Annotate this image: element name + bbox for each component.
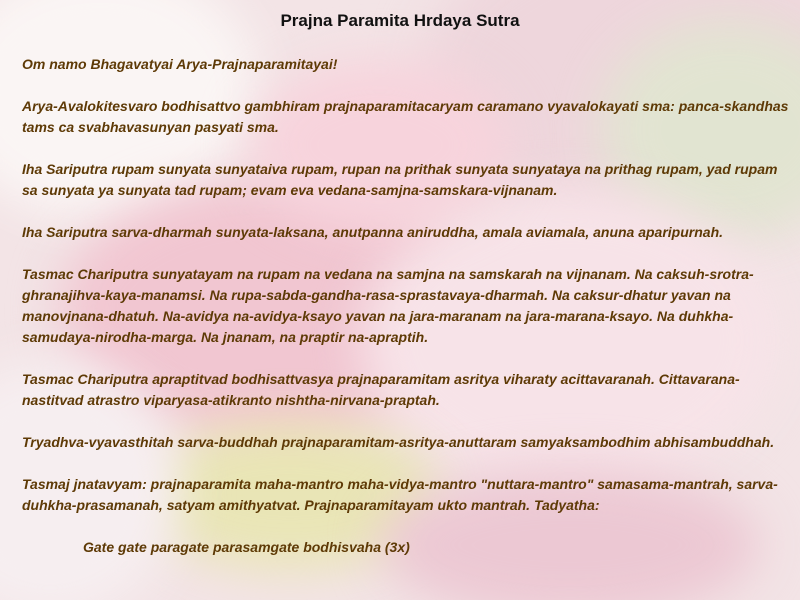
paragraph: Iha Sariputra sarva-dharmah sunyata-laksana, anutpanna aniruddha, amala aviamala, anuna aparipurnah. xyxy=(22,224,724,240)
page-title: Prajna Paramita Hrdaya Sutra xyxy=(280,11,520,30)
paragraph: Tasmac Chariputra sunyatayam na rupam na vedana na samjna na samskarah na vijnanam. Na caksuh-srotra-ghranajihva-kaya-manamsi. Na rupa-sabda-gandha-rasa-sprastavaya-dharmah. Na caksur-dhatur yavan na manovjnana-dhatuh. Na-avidya na-avidya-ksayo yavan na jara-maranam na jara-marana-ksayo. Na duhkha-samudaya-nirodha-marga. Na jnanam, na praptir na-apraptih. xyxy=(22,266,754,345)
paragraph-invocation: Om namo Bhagavatyai Arya-Prajnaparamitayai! xyxy=(22,56,338,72)
mantra-line: Gate gate paragate parasamgate bodhisvaha (3x) xyxy=(83,539,410,555)
paragraph: Iha Sariputra rupam sunyata sunyataiva rupam, rupan na prithak sunyata sunyataya na prithag rupam, yad rupam sa sunyata ya sunyata tad rupam; evam eva vedana-samjna-samskara-vijnanam. xyxy=(22,161,778,198)
paragraph: Arya-Avalokitesvaro bodhisattvo gambhiram prajnaparamitacaryam caramano vyavalokayati sma: panca-skandhas tams ca svabhavasunyan pasyati sma. xyxy=(22,98,789,135)
paragraph: Tasmaj jnatavyam: prajnaparamita maha-mantro maha-vidya-mantro "nuttara-mantro" samasama-mantrah, sarva-duhkha-prasamanah, satyam amithyatvat. Prajnaparamitayam ukto mantrah. Tadyatha: xyxy=(22,476,778,513)
sutra-text xyxy=(22,54,792,579)
paragraph: Tasmac Chariputra apraptitvad bodhisattvasya prajnaparamitam asritya viharaty acittavaranah. Cittavarana-nastitvad atrastro viparyasa-atikranto nishtha-nirvana-praptah. xyxy=(22,371,740,408)
paragraph: Tryadhva-vyavasthitah sarva-buddhah prajnaparamitam-asritya-anuttaram samyaksambodhim abhisambuddhah. xyxy=(22,434,775,450)
